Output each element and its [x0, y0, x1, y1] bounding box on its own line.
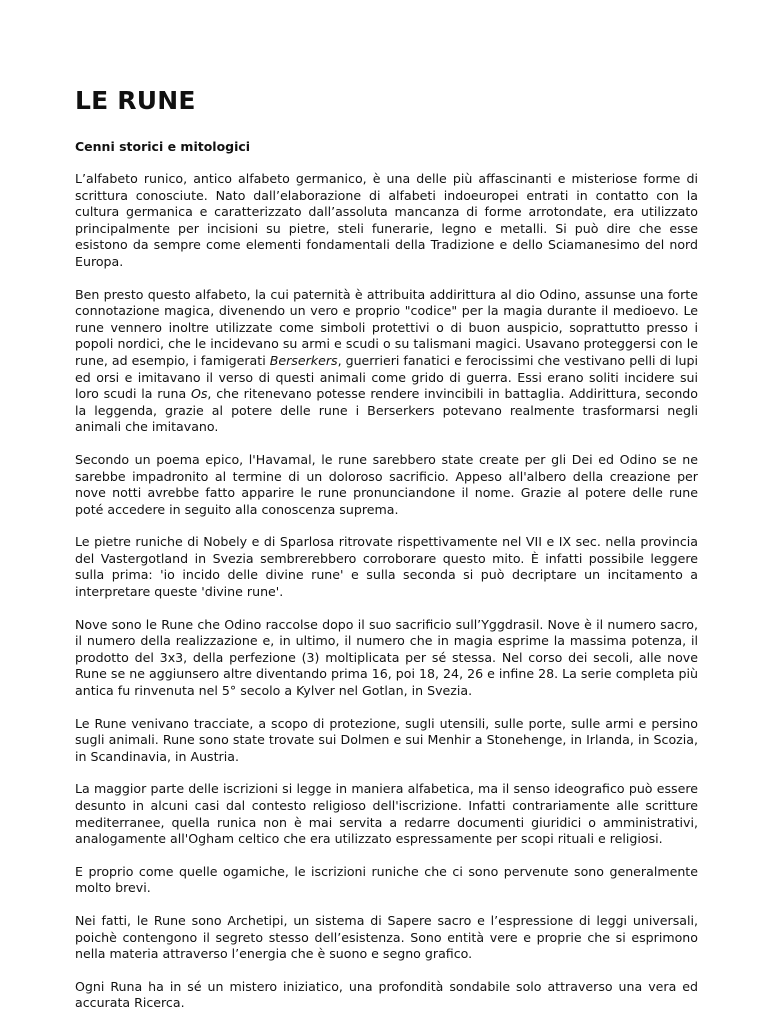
- paragraph-3: Secondo un poema epico, l'Havamal, le rune sarebbero state create per gli Dei ed Odino se ne sarebbe impadronito al termine di un doloroso sacrificio. Appeso all'albero della creazione per nove notti avrebbe fatto apparire le rune pronunciandone il nome. Grazie al potere delle rune poté accedere in seguito alla conoscenza suprema.: [75, 451, 698, 517]
- paragraph-6: Le Rune venivano tracciate, a scopo di protezione, sugli utensili, sulle porte, sulle armi e persino sugli animali. Rune sono state trovate sui Dolmen e sui Menhir a Stonehenge, in Irlanda, in Scozia, in Scandinavia, in Austria.: [75, 715, 698, 764]
- paragraph-10: Ogni Runa ha in sé un mistero iniziatico, una profondità sondabile solo attraverso una vera ed accurata Ricerca.: [75, 978, 698, 1011]
- paragraph-2-text-e: , che ritenevano potesse rendere invincibili in battaglia. Addirittura, secondo la leggenda, grazie al potere delle rune i Berserkers potevano realmente trasformarsi negli animali che imitavano.: [75, 386, 698, 435]
- paragraph-2-text-a: Ben presto questo alfabeto, la cui paternità è attribuita addirittura al dio Odino, assunse una forte connotazione magica, divenendo un vero e proprio "codice" per la magia durante il medioevo. Le rune vennero inoltre utilizzate come simboli protettivi o di buon auspicio, soprattutto presso i popoli nordici, che le incidevano su armi e scudi o su talismani magici. Usavano proteggersi con le rune, ad esempio, i famigerati: [75, 286, 698, 368]
- paragraph-1: L’alfabeto runico, antico alfabeto germanico, è una delle più affascinanti e misteriose forme di scrittura conosciute. Nato dall’elaborazione di alfabeti indoeuropei entrati in contatto con la cultura germanica e caratterizzato dall’assoluta mancanza di forme arrotondate, era utilizzato principalmente per incisioni su pietre, steli funerarie, legno e metalli. Si può dire che esse esistono da sempre come elementi fondamentali della Tradizione e dello Sciamanesimo del nord Europa.: [75, 171, 698, 269]
- paragraph-4: Le pietre runiche di Nobely e di Sparlosa ritrovate rispettivamente nel VII e IX sec. nella provincia del Vastergotland in Svezia sembrerebbero corroborare questo mito. È infatti possibile leggere sulla prima: 'io incido delle divine rune' e sulla seconda si può decriptare un incitamento a interpretare queste 'divine rune'.: [75, 534, 698, 600]
- os-rune-term: Os: [190, 386, 208, 402]
- paragraph-2-text-c: , guerrieri fanatici e ferocissimi che vestivano pelli di lupi ed orsi e imitavano il verso di questi animali come grido di guerra. Essi erano soliti incidere sui loro scudi la runa: [75, 352, 698, 402]
- berserkers-term: Berserkers: [269, 352, 338, 368]
- paragraph-9: Nei fatti, le Rune sono Archetipi, un sistema di Sapere sacro e l’espressione di leggi universali, poichè contengono il segreto stesso dell’esistenza. Sono entità vere e proprie che si esprimono nella materia attraverso l’energia che è suono e segno grafico.: [75, 912, 698, 962]
- paragraph-7: La maggior parte delle iscrizioni si legge in maniera alfabetica, ma il senso ideografico può essere desunto in alcuni casi dal contesto religioso dell'iscrizione. Infatti contrariamente alle scritture mediterranee, quella runica non è mai servita a redarre documenti giuridici o amministrativi, analogamente all'Ogham celtico che era utilizzato espressamente per scopi rituali e religiosi.: [75, 781, 698, 847]
- paragraph-2: [75, 287, 698, 436]
- section-heading: Cenni storici e mitologici: [75, 139, 251, 154]
- page-title: LE RUNE: [75, 86, 196, 115]
- paragraph-8: E proprio come quelle ogamiche, le iscrizioni runiche che ci sono pervenute sono generalmente molto brevi.: [75, 863, 698, 896]
- paragraph-5: Nove sono le Rune che Odino raccolse dopo il suo sacrificio sull’Yggdrasil. Nove è il numero sacro, il numero della realizzazione e, in ultimo, il numero che in magia esprime la massima potenza, il prodotto del 3x3, della perfezione (3) moltiplicata per sé stessa. Nel corso dei secoli, alle nove Rune se ne aggiunsero altre diventando prima 16, poi 18, 24, 26 e infine 28. La serie completa più antica fu rinvenuta nel 5° secolo a Kylver nel Gotlan, in Svezia.: [75, 616, 698, 699]
